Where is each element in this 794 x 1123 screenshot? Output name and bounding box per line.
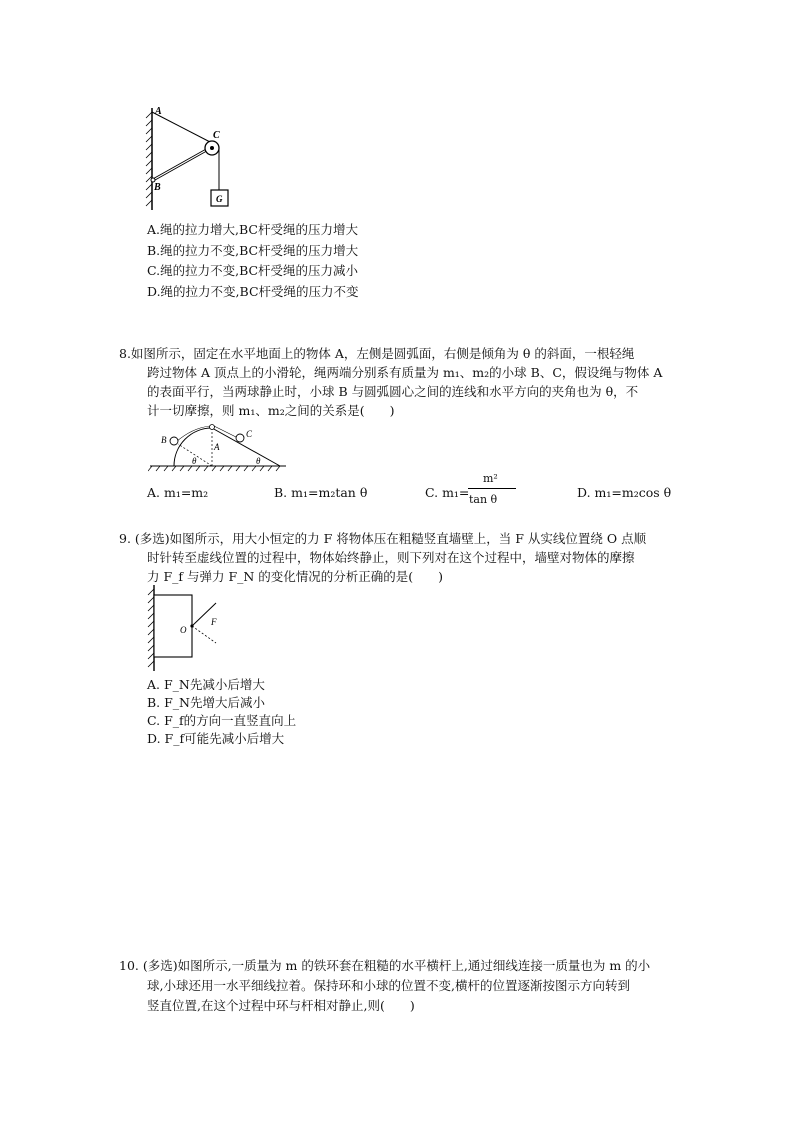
q8-label-a: A (214, 442, 220, 452)
q8-stem-line: 8.如图所示，固定在水平地面上的物体 A，左侧是圆弧面，右侧是倾角为 θ 的斜面，一根轻绳 (119, 346, 635, 361)
q7-option-b[interactable]: B.绳的拉力不变,BC杆受绳的压力增大 (147, 243, 359, 258)
q9-stem-line: 时针转至虚线位置的过程中，物体始终静止，则下列对在这个过程中，墙壁对物体的摩擦 (147, 550, 635, 565)
q8-option-c-numerator: m² (483, 472, 498, 485)
q10-stem-line: 竖直位置,在这个过程中环与杆相对静止,则( ) (147, 998, 415, 1013)
q8-label-b: B (161, 435, 167, 445)
q10-stem-line: 10. (多选)如图所示,一质量为 m 的铁环套在粗糙的水平横杆上,通过细线连接一质量也为 m 的小 (119, 958, 651, 973)
q7-label-a: A (155, 106, 162, 117)
q8-stem-line: 计一切摩擦，则 m₁、m₂之间的关系是( ) (147, 403, 395, 418)
q9-stem-line: 力 F_f 与弹力 F_N 的变化情况的分析正确的是( ) (147, 569, 444, 584)
q9-label-f: F (211, 617, 217, 627)
q9-label-o: O (180, 625, 187, 635)
q8-stem-line: 的表面平行，当两球静止时，小球 B 与圆弧圆心之间的连线和水平方向的夹角也为 θ，不 (147, 384, 639, 399)
q9-wall-block-diagram (144, 585, 244, 675)
q7-label-g: G (216, 194, 223, 204)
q9-stem-line: 9. (多选)如图所示，用大小恒定的力 F 将物体压在粗糙竖直墙壁上，当 F 从实线位置绕 O 点顺 (119, 531, 647, 546)
q8-option-d[interactable]: D. m₁=m₂cos θ (577, 485, 672, 500)
q8-label-c: C (246, 429, 253, 439)
q8-option-c-prefix: C. m₁= (425, 485, 470, 500)
q7-label-b: B (154, 182, 161, 193)
q7-option-c[interactable]: C.绳的拉力不变,BC杆受绳的压力减小 (147, 263, 359, 278)
q9-option-a[interactable]: A. F_N先减小后增大 (147, 677, 265, 692)
q8-option-b[interactable]: B. m₁=m₂tan θ (274, 485, 368, 500)
q9-option-d[interactable]: D. F_f可能先减小后增大 (147, 731, 285, 746)
q10-stem-line: 球,小球还用一水平细线拉着。保持环和小球的位置不变,横杆的位置逐渐按图示方向转到 (147, 978, 630, 993)
q9-option-b[interactable]: B. F_N先增大后减小 (147, 695, 265, 710)
q9-option-c[interactable]: C. F_f的方向一直竖直向上 (147, 713, 297, 728)
q8-label-theta-left: θ (192, 456, 197, 466)
q8-stem-line: 跨过物体 A 顶点上的小滑轮，绳两端分别系有质量为 m₁、m₂的小球 B、C，假设绳与物体 A (147, 365, 663, 380)
q8-incline-diagram (148, 418, 288, 473)
q8-label-theta-right: θ (256, 456, 261, 466)
q8-option-c-denominator: tan θ (469, 493, 498, 506)
q7-option-d[interactable]: D.绳的拉力不变,BC杆受绳的压力不变 (147, 284, 359, 299)
q7-label-c: C (213, 130, 220, 141)
q8-option-a[interactable]: A. m₁=m₂ (147, 485, 209, 500)
q8-option-c-fraction-bar (468, 488, 516, 489)
q7-option-a[interactable]: A.绳的拉力增大,BC杆受绳的压力增大 (147, 222, 358, 237)
q7-pulley-diagram (140, 100, 240, 215)
